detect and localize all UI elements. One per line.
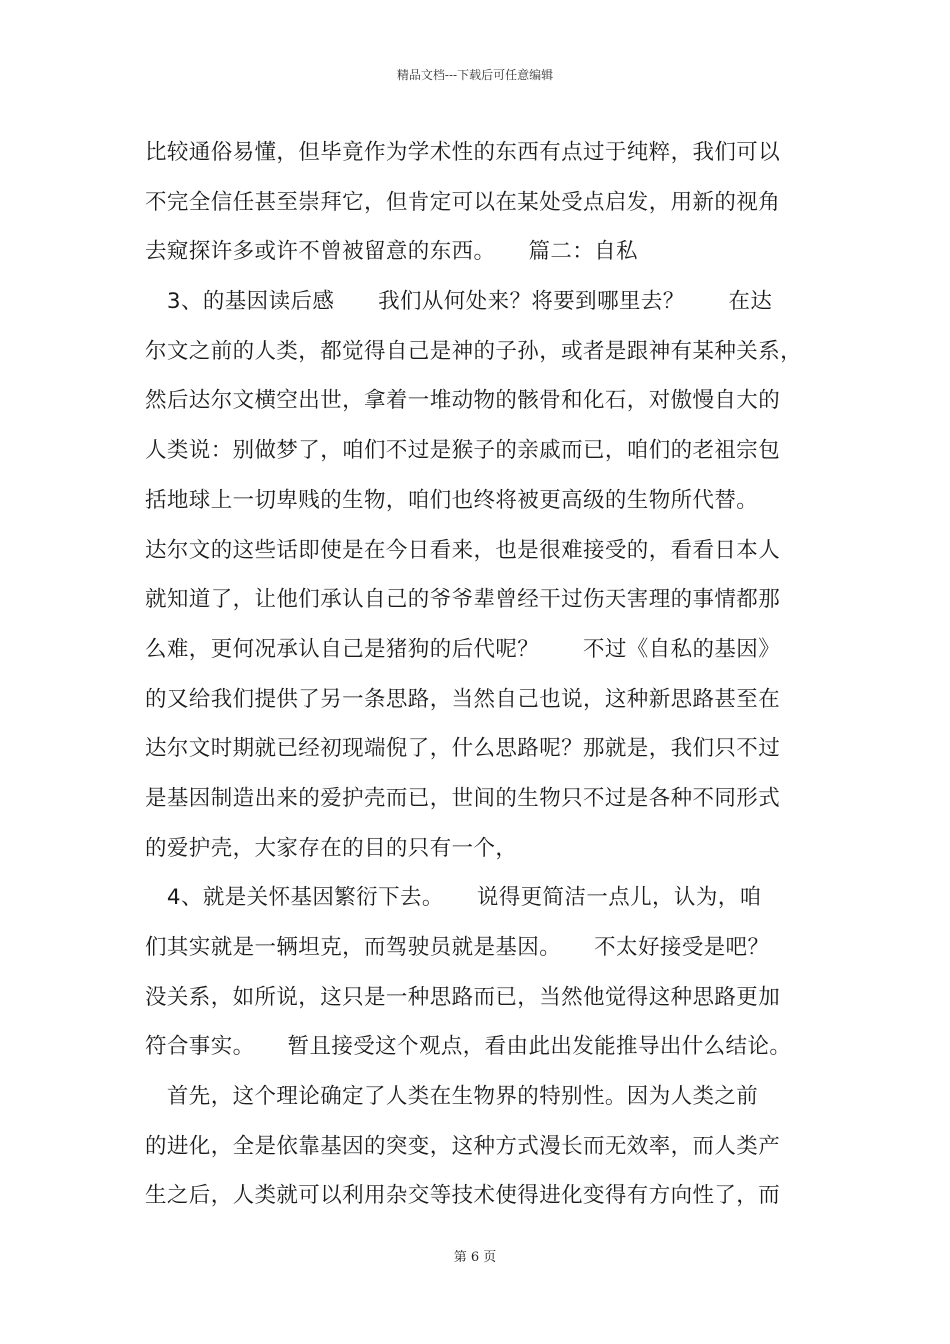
text-line: 么难，更何况承认自己是猪狗的后代呢？ 不过《自私的基因》 — [145, 636, 781, 662]
text-line: 首先，这个理论确定了人类在生物界的特别性。因为人类之前 — [145, 1084, 759, 1110]
text-line: 达尔文时期就已经初现端倪了，什么思路呢？那就是，我们只不过 — [145, 736, 781, 762]
text-line: 们其实就是一辆坦克，而驾驶员就是基因。 不太好接受是吧？ — [145, 935, 770, 960]
text-line: 生之后，人类就可以利用杂交等技术使得进化变得有方向性了，而 — [145, 1183, 781, 1209]
text-line: 不完全信任甚至崇拜它，但肯定可以在某处受点启发，用新的视角 — [145, 189, 781, 215]
text-line: 达尔文的这些话即使是在今日看来，也是很难接受的，看看日本人 — [145, 537, 781, 563]
page-number: 第 6 页 — [453, 1250, 497, 1265]
text-line: 去窥探许多或许不曾被留意的东西。 篇二：自私 — [145, 239, 638, 265]
text-line: 比较通俗易懂，但毕竟作为学术性的东西有点过于纯粹，我们可以 — [145, 140, 781, 165]
text-line: 然后达尔文横空出世，拿着一堆动物的骸骨和化石，对傲慢自大的 — [145, 388, 781, 414]
text-line: 3、的基因读后感 我们从何处来？将要到哪里去？ 在达 — [145, 289, 773, 315]
text-line: 没关系，如所说，这只是一种思路而已，当然他觉得这种思路更加 — [145, 984, 781, 1010]
text-line: 是基因制造出来的爱护壳而已，世间的生物只不过是各种不同形式 — [145, 785, 781, 811]
text-line: 的又给我们提供了另一条思路，当然自己也说，这种新思路甚至在 — [145, 686, 781, 712]
text-line: 的进化，全是依靠基因的突变，这种方式漫长而无效率，而人类产 — [145, 1133, 781, 1159]
text-line: 尔文之前的人类，都觉得自己是神的子孙，或者是跟神有某种关系， — [145, 338, 803, 364]
text-line: 人类说：别做梦了，咱们不过是猴子的亲戚而已，咱们的老祖宗包 — [145, 438, 781, 464]
document-body — [145, 132, 815, 1225]
page-header: 精品文档---下载后可任意编辑 — [396, 68, 554, 82]
text-line: 4、就是关怀基因繁衍下去。 说得更简洁一点儿，认为，咱 — [145, 885, 762, 911]
text-line: 就知道了，让他们承认自己的爷爷辈曾经干过伤天害理的事情都那 — [145, 587, 781, 613]
text-line: 括地球上一切卑贱的生物，咱们也终将被更高级的生物所代替。 — [145, 487, 759, 513]
text-line: 符合事实。 暂且接受这个观点，看由此出发能推导出什么结论。 — [145, 1034, 792, 1060]
text-line: 的爱护壳，大家存在的目的只有一个， — [145, 835, 518, 861]
